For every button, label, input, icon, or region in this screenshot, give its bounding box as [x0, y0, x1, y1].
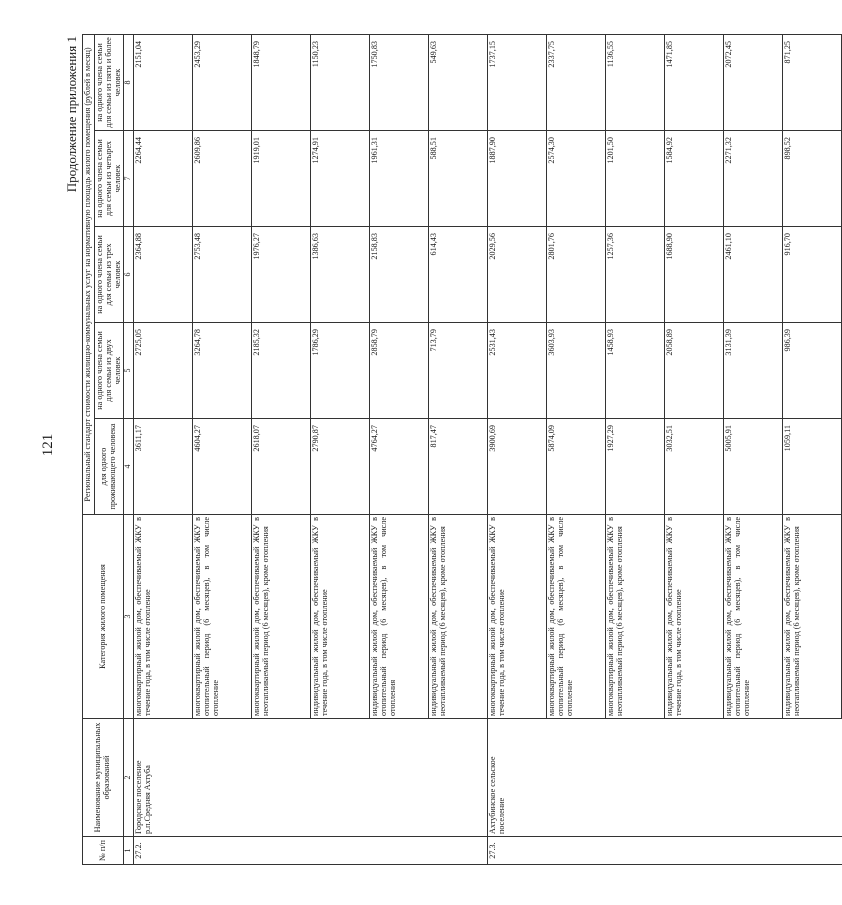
table-row — [488, 34, 547, 864]
standard-value: 1059,11 — [783, 419, 842, 515]
standard-value: 713,79 — [429, 323, 488, 419]
standard-value: 1584,92 — [665, 131, 724, 227]
standard-value: 916,70 — [783, 227, 842, 323]
row-number — [193, 837, 252, 865]
standard-value: 1961,31 — [370, 131, 429, 227]
municipality-name — [370, 719, 429, 837]
column-index: 3 — [124, 515, 134, 719]
row-number: 27.3. — [488, 837, 547, 865]
standard-value: 5005,91 — [724, 419, 783, 515]
standard-value: 2725,05 — [134, 323, 193, 419]
housing-category: многоквартирный жилой дом, обеспечиваемый ЖКУ в отопительный период (6 месяцев), в том числе отопление — [547, 515, 606, 719]
standard-value: 898,52 — [783, 131, 842, 227]
header-num: № п/п — [83, 837, 124, 865]
standard-value: 2753,48 — [193, 227, 252, 323]
municipality-name — [252, 719, 311, 837]
header-sub-2: на одного члена семьи для семьи из двух человек — [94, 323, 124, 419]
standard-value: 2072,45 — [724, 34, 783, 130]
table-row — [724, 34, 783, 864]
standard-value: 2058,89 — [665, 323, 724, 419]
table-row — [547, 34, 606, 864]
row-number — [370, 837, 429, 865]
standards-table — [82, 34, 842, 865]
standard-value: 2801,76 — [547, 227, 606, 323]
row-number — [724, 837, 783, 865]
standard-value: 2453,29 — [193, 34, 252, 130]
standard-value: 3603,93 — [547, 323, 606, 419]
standard-value: 2185,32 — [252, 323, 311, 419]
housing-category: индивидуальный жилой дом, обеспечиваемый ЖКУ в течение года, в том числе отопление — [311, 515, 370, 719]
municipality-name — [547, 719, 606, 837]
municipality-name — [193, 719, 252, 837]
standard-value: 1927,29 — [606, 419, 665, 515]
row-number — [252, 837, 311, 865]
column-index: 4 — [124, 419, 134, 515]
standard-value: 2151,04 — [134, 34, 193, 130]
standard-value: 1458,93 — [606, 323, 665, 419]
header-municipality: Наименование муниципальных образований — [83, 719, 124, 837]
header-sub-5: на одного члена семьи для семьи из пяти и более человек — [94, 34, 124, 130]
standard-value: 2271,32 — [724, 131, 783, 227]
housing-category: индивидуальный жилой дом, обеспечиваемый ЖКУ в неотапливаемый период (6 месяцев), кроме отопления — [429, 515, 488, 719]
row-number: 27.2. — [134, 837, 193, 865]
housing-category: индивидуальный жилой дом, обеспечиваемый ЖКУ в течение года, в том числе отопление — [665, 515, 724, 719]
standard-value: 549,63 — [429, 34, 488, 130]
housing-category: индивидуальный жилой дом, обеспечиваемый ЖКУ в отопительный период (6 месяцев), в том числе отопление — [724, 515, 783, 719]
standard-value: 1386,63 — [311, 227, 370, 323]
column-index: 7 — [124, 131, 134, 227]
row-number — [783, 837, 842, 865]
municipality-name — [311, 719, 370, 837]
page-number: 121 — [40, 433, 56, 457]
housing-category: индивидуальный жилой дом, обеспечиваемый ЖКУ в неотапливаемый период (6 месяцев), кроме отопления — [783, 515, 842, 719]
table-body — [134, 34, 842, 864]
standard-value: 1887,90 — [488, 131, 547, 227]
municipality-name: Ахтубинское сельское поселение — [488, 719, 547, 837]
table-row — [134, 34, 193, 864]
standard-value: 2790,87 — [311, 419, 370, 515]
standard-value: 2574,30 — [547, 131, 606, 227]
standard-value: 1274,91 — [311, 131, 370, 227]
standard-value: 3032,51 — [665, 419, 724, 515]
municipality-name — [665, 719, 724, 837]
standard-value: 1786,29 — [311, 323, 370, 419]
column-index: 2 — [124, 719, 134, 837]
table-row — [429, 34, 488, 864]
standard-value: 588,51 — [429, 131, 488, 227]
column-index: 8 — [124, 34, 134, 130]
municipality-name — [606, 719, 665, 837]
standard-value: 1688,90 — [665, 227, 724, 323]
standard-value: 1257,36 — [606, 227, 665, 323]
municipality-name — [783, 719, 842, 837]
standard-value: 3900,69 — [488, 419, 547, 515]
standard-value: 1150,23 — [311, 34, 370, 130]
municipality-name — [429, 719, 488, 837]
standard-value: 614,43 — [429, 227, 488, 323]
row-number — [311, 837, 370, 865]
standard-value: 2364,88 — [134, 227, 193, 323]
housing-category: многоквартирный жилой дом, обеспечиваемый ЖКУ в неотапливаемый период (6 месяцев), кроме отопления — [252, 515, 311, 719]
municipality-name — [724, 719, 783, 837]
header-sub-3: на одного члена семьи для семьи из трех человек — [94, 227, 124, 323]
housing-category: многоквартирный жилой дом, обеспечиваемый ЖКУ в отопительный период (6 месяцев), в том числе отопление — [193, 515, 252, 719]
row-number — [547, 837, 606, 865]
row-number — [429, 837, 488, 865]
housing-category: индивидуальный жилой дом, обеспечиваемый ЖКУ в отопительный период (6 месяцев), в том числе отопления — [370, 515, 429, 719]
standard-value: 3264,78 — [193, 323, 252, 419]
standard-value: 3131,39 — [724, 323, 783, 419]
standard-value: 2461,10 — [724, 227, 783, 323]
appendix-title: Продолжение приложения 1 — [64, 36, 79, 193]
standard-value: 1750,83 — [370, 34, 429, 130]
table-row — [665, 34, 724, 864]
standard-value: 3611,17 — [134, 419, 193, 515]
row-number — [665, 837, 724, 865]
header-standard-group: Региональный стандарт стоимости жилищно-коммунальных услуг на нормативную площадь жилого помещения (рублей в месяц) — [83, 34, 95, 514]
table-row — [193, 34, 252, 864]
header-sub-4: на одного члена семьи для семьи из четырех человек — [94, 131, 124, 227]
standard-value: 986,39 — [783, 323, 842, 419]
standard-value: 5874,09 — [547, 419, 606, 515]
header-category: Категория жилого помещения — [83, 515, 124, 719]
standard-value: 4604,27 — [193, 419, 252, 515]
table-row — [311, 34, 370, 864]
housing-category: многоквартирный жилой дом, обеспечиваемый ЖКУ в неотапливаемый период (6 месяцев), кроме отопления — [606, 515, 665, 719]
column-index: 5 — [124, 323, 134, 419]
table-row — [252, 34, 311, 864]
column-index-row — [124, 34, 134, 864]
standard-value: 2531,43 — [488, 323, 547, 419]
housing-category: многоквартирный жилой дом, обеспечиваемый ЖКУ в течение года, в том числе отопление — [488, 515, 547, 719]
standard-value: 2158,83 — [370, 227, 429, 323]
standard-value: 1976,27 — [252, 227, 311, 323]
standard-value: 1848,79 — [252, 34, 311, 130]
standard-value: 2337,75 — [547, 34, 606, 130]
column-index: 1 — [124, 837, 134, 865]
standard-value: 2618,07 — [252, 419, 311, 515]
housing-category: многоквартирный жилой дом, обеспечиваемый ЖКУ в течение года, в том числе отопление — [134, 515, 193, 719]
standard-value: 2858,79 — [370, 323, 429, 419]
standard-value: 4764,27 — [370, 419, 429, 515]
standard-value: 2264,44 — [134, 131, 193, 227]
municipality-name: Городское поселение р.п.Средняя Ахтуба — [134, 719, 193, 837]
row-number — [606, 837, 665, 865]
table-row — [606, 34, 665, 864]
standard-value: 871,25 — [783, 34, 842, 130]
standard-value: 2029,56 — [488, 227, 547, 323]
standard-value: 1471,85 — [665, 34, 724, 130]
table-row — [370, 34, 429, 864]
column-index: 6 — [124, 227, 134, 323]
standard-value: 817,47 — [429, 419, 488, 515]
standard-value: 2609,86 — [193, 131, 252, 227]
standard-value: 1737,15 — [488, 34, 547, 130]
table-row — [783, 34, 842, 864]
standard-value: 1136,55 — [606, 34, 665, 130]
standard-value: 1201,50 — [606, 131, 665, 227]
standard-value: 1919,01 — [252, 131, 311, 227]
header-sub-1: для одного проживающего человека — [94, 419, 124, 515]
